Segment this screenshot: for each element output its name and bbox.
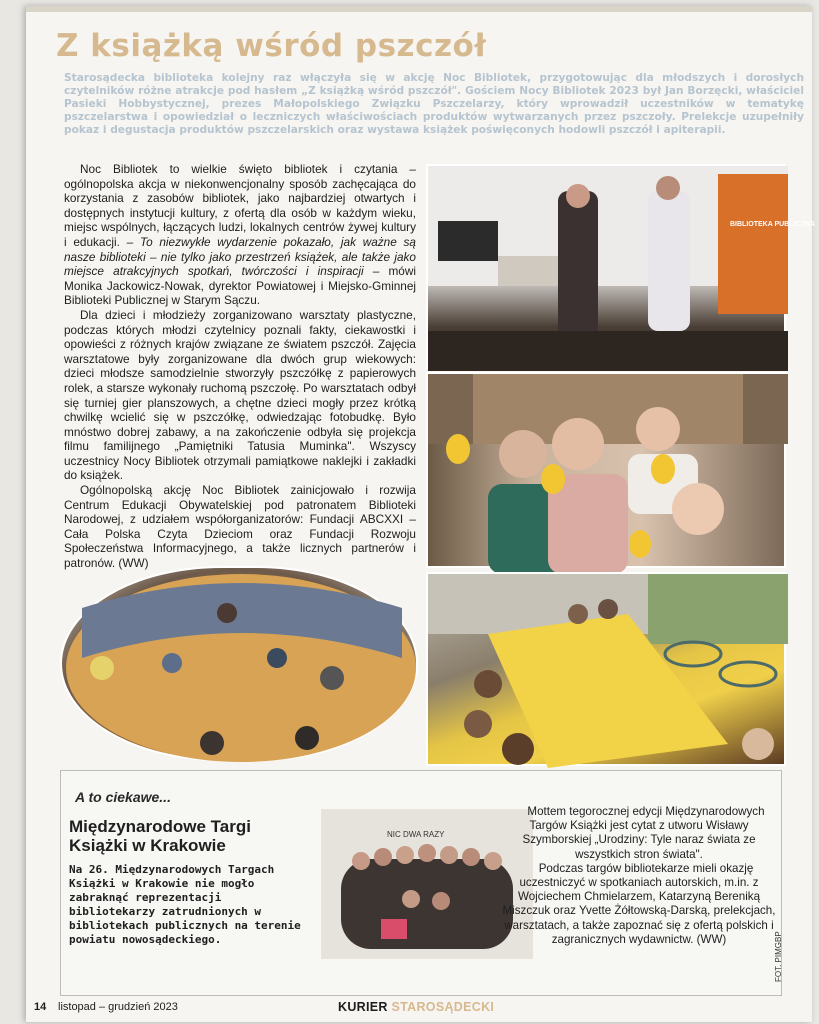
photo-workshop-illustration: [428, 574, 788, 768]
photo-presentation: [426, 164, 815, 369]
brand-kurier: KURIER: [338, 1000, 388, 1014]
poster-text: BIBLIOTEKA PUBLICZNA: [730, 221, 815, 228]
page-number: 14: [34, 1001, 47, 1013]
photo-children-bees-illustration: [428, 374, 788, 570]
director-quote: To niezwykłe wydarzenie pokazało, jak ważne są nasze biblioteki – nie tylko jako przestrzeń książek, ale także jako miejsce atrakcyjnych spotkań, twórczości i inspiracji: [64, 234, 416, 279]
photo-sign-text: NIC DWA RAZY: [387, 830, 445, 839]
page-footer: [26, 996, 812, 1022]
brand-starosadecki: STAROSĄDECKI: [391, 1000, 495, 1014]
article-lead: Starosądecka biblioteka kolejny raz włączyła się w akcję Noc Bibliotek, przygotowując dla młodszych i dorosłych czytelników różne atrakcje pod hasłem „Z książką wśród pszczół". Gościem Nocy Bibliotek 2023 był Jan Borzęcki, właściciel Pasieki Hobbystycznej, prezes Małopolskiego Związku Pszczelarzy, który wprowadził uczestników w tematykę pszczelarstwa i opowiedział o leczniczych właściwościach produktów wytwarzanych przez pszczoły. Prelekcje uzupełniły pokaz i degustacja produktów pszczelarskich oraz wystawa książek poświęconych hodowli pszczół i apiterapii.: [64, 72, 804, 136]
magazine-page: [26, 6, 815, 1022]
sidebar-headline: Międzynarodowe Targi Książki w Krakowie: [69, 817, 251, 855]
body-paragraph-1-attribution: – mówi Monika Jackowicz-Nowak, dyrektor Powiatowej i Miejsko-Gminnej Biblioteki Publicznej w Starym Sączu.: [64, 264, 416, 308]
issue-date: listopad – grudzień 2023: [58, 1001, 178, 1013]
sidebar-paragraph-2: Podczas targów bibliotekarze mieli okazję uczestniczyć w spotkaniach autorskich, m.in. z Wojciechem Chmielarzem, Katarzyną Bereniką Miszczuk oraz Yvette Żółtowską-Darską, prelekcjach, warsztatach, a także zapoznać się z ofertą polskich i zagranicznych wydawnictw. (WW): [502, 861, 776, 946]
sidebar-box: [60, 770, 782, 996]
photo-workshop: [426, 572, 786, 766]
magazine-brand: [338, 1000, 494, 1014]
article-body: [64, 162, 416, 571]
body-paragraph-1: [64, 162, 416, 308]
sidebar-lead: Na 26. Międzynarodowych Targach Książki w Krakowie nie mogło zabraknąć reprezentacji bibliotekarzy zatrudnionych w bibliotekach publicznych na terenie powiatu nowosądeckiego.: [69, 863, 301, 946]
article-title: Z książką wśród pszczół: [56, 28, 487, 64]
body-paragraph-3: Ogólnopolską akcję Noc Bibliotek zainicjowało i rozwija Centrum Edukacji Obywatelskiej pod patronatem Biblioteki Narodowej, z udziałem współorganizatorów: Fundacji ABCXXI – Cała Polska Czyta Dzieciom oraz Fundacji Rozwoju Społeczeństwa Informacyjnego, a także licznych partnerów i patronów. (WW): [64, 483, 416, 571]
photo-credit: FOT. PIMGBP: [774, 931, 783, 982]
body-paragraph-2: Dla dzieci i młodzieży zorganizowano warsztaty plastyczne, podczas których młodzi czytelnicy poznali fakty, ciekawostki i opowieści z różnych krajów związane ze światem pszczół. Zajęcia warsztatowe były zorganizowane dla dwóch grup wiekowych: dzieci młodsze samodzielnie stworzyły pszczółkę z papierowych rolek, a starsze wykonały ruchomą pszczołę. Po warsztatach odbył się turniej gier planszowych, a chętne dzieci mogły przez krótką chwilkę wcielić się w pszczółkę, odwiedzając fotobudkę. Było mnóstwo dobrej zabawy, a na zakończenie odbyła się projekcja filmu familijnego „Pamiętniki Tatusia Muminka". Wszyscy uczestnicy Nocy Bibliotek otrzymali pamiątkowe naklejki i zakładki do książek.: [64, 307, 416, 483]
photo-reading-circle-illustration: [62, 568, 420, 763]
photo-presentation-illustration: [428, 166, 815, 371]
photo-reading-circle: [60, 566, 418, 761]
sidebar-paragraph-1: Mottem tegorocznej edycji Międzynarodowych Targów Książki jest cytat z utworu Wisławy Szymborskiej „Urodziny: Tyle naraz świata ze wszystkich stron świata".: [522, 805, 765, 861]
body-paragraph-1-text: Noc Bibliotek to wielkie święto bibliotek i czytania – ogólnopolska akcja w niekonwencjonalny sposób zachęcająca do korzystania z zasobów bibliotek, jako najbardziej otwartych i dostępnych instytucji kultury, z ofertą dla osób w każdym wieku, miejsc wspólnych, łączących ludzi, lokalnych centrów żywej kultury i edukacji. –: [64, 162, 416, 249]
photo-children-bees: [426, 372, 786, 568]
sidebar-kicker: A to ciekawe...: [75, 789, 171, 805]
sidebar-text: [501, 805, 777, 947]
